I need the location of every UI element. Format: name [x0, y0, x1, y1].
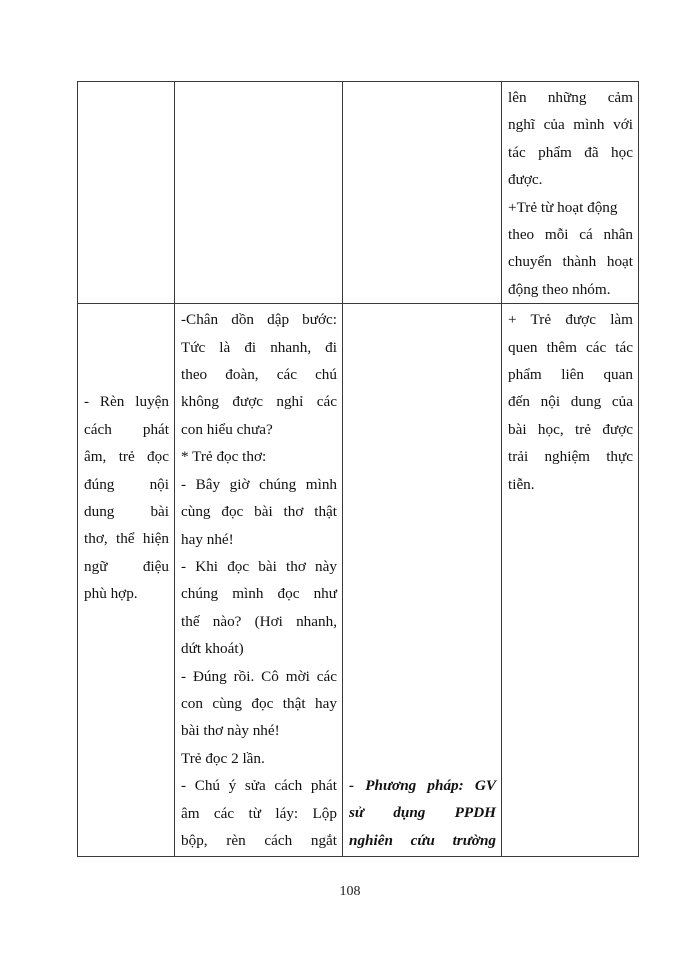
objective-cell: [78, 304, 175, 857]
method-text-line: - Phương pháp: GV: [349, 776, 496, 794]
text-line: theo mỗi cá nhân: [508, 226, 633, 244]
text-line: chuyển thành hoạt: [508, 253, 633, 271]
text-line: đến nội dung của: [508, 393, 633, 411]
text-line: trải nghiệm thực: [508, 448, 633, 466]
text-line: thế nào? (Hơi nhanh,: [181, 612, 337, 630]
text-line: chúng mình đọc như: [181, 585, 337, 603]
text-line: con hiểu chưa?: [181, 420, 273, 438]
text-line: bài học, trẻ được: [508, 420, 633, 438]
text-line: quen thêm các tác: [508, 338, 633, 356]
activity-cell: [175, 304, 343, 857]
table-row: [78, 82, 639, 304]
text-line: cùng đọc bài thơ thật: [181, 503, 337, 521]
text-line: - Chú ý sửa cách phát: [181, 777, 337, 795]
text-line: +Trẻ từ hoạt động: [508, 198, 618, 216]
text-line: động theo nhóm.: [508, 280, 611, 298]
text-line: - Bây giờ chúng mình: [181, 475, 337, 493]
text-line: tác phẩm đã học: [508, 143, 633, 161]
activity-cell: [175, 82, 343, 304]
text-line: * Trẻ đọc thơ:: [181, 448, 267, 466]
text-line: dứt khoát): [181, 640, 244, 658]
text-line: - Rèn luyện: [84, 393, 169, 411]
method-cell: [343, 82, 502, 304]
text-line: nghĩ của mình với: [508, 116, 633, 134]
text-line: bộp, rèn cách ngắt: [181, 831, 337, 849]
text-line: thơ, thể hiện: [84, 530, 169, 548]
text-line: tiễn.: [508, 475, 535, 493]
text-line: được.: [508, 171, 543, 189]
text-line: phù hợp.: [84, 585, 138, 603]
text-line: - Khi đọc bài thơ này: [181, 557, 337, 575]
text-line: con cùng đọc thật hay: [181, 694, 337, 712]
objective-cell: [78, 82, 175, 304]
text-line: ngữ điệu: [84, 557, 169, 575]
lesson-plan-table: [77, 81, 639, 857]
page-number: 108: [339, 884, 361, 899]
text-line: hay nhé!: [181, 530, 234, 548]
text-line: âm các từ láy: Lộp: [181, 804, 337, 822]
outcome-cell: [502, 304, 639, 857]
text-line: âm, trẻ đọc: [84, 448, 169, 466]
text-line: lên những cảm: [508, 89, 633, 106]
outcome-cell: [502, 82, 639, 304]
text-line: -Chân dồn dập bước:: [181, 311, 337, 329]
text-line: đúng nội: [84, 475, 169, 493]
text-line: + Trẻ được làm: [508, 311, 633, 329]
text-line: phẩm liên quan: [508, 366, 633, 384]
text-line: không được nghỉ các: [181, 393, 337, 411]
method-cell: [343, 304, 502, 857]
text-line: cách phát: [84, 420, 169, 438]
text-line: theo đoàn, các chú: [181, 366, 337, 384]
text-line: dung bài: [84, 503, 169, 521]
table-row: [78, 304, 639, 857]
text-line: Trẻ đọc 2 lần.: [181, 749, 265, 767]
method-text-line: sử dụng PPDH: [349, 804, 496, 822]
method-text-line: nghiên cứu trường: [349, 831, 496, 849]
text-line: - Đúng rồi. Cô mời các: [181, 667, 337, 685]
text-line: Tức là đi nhanh, đi: [181, 338, 337, 356]
text-line: bài thơ này nhé!: [181, 722, 280, 740]
